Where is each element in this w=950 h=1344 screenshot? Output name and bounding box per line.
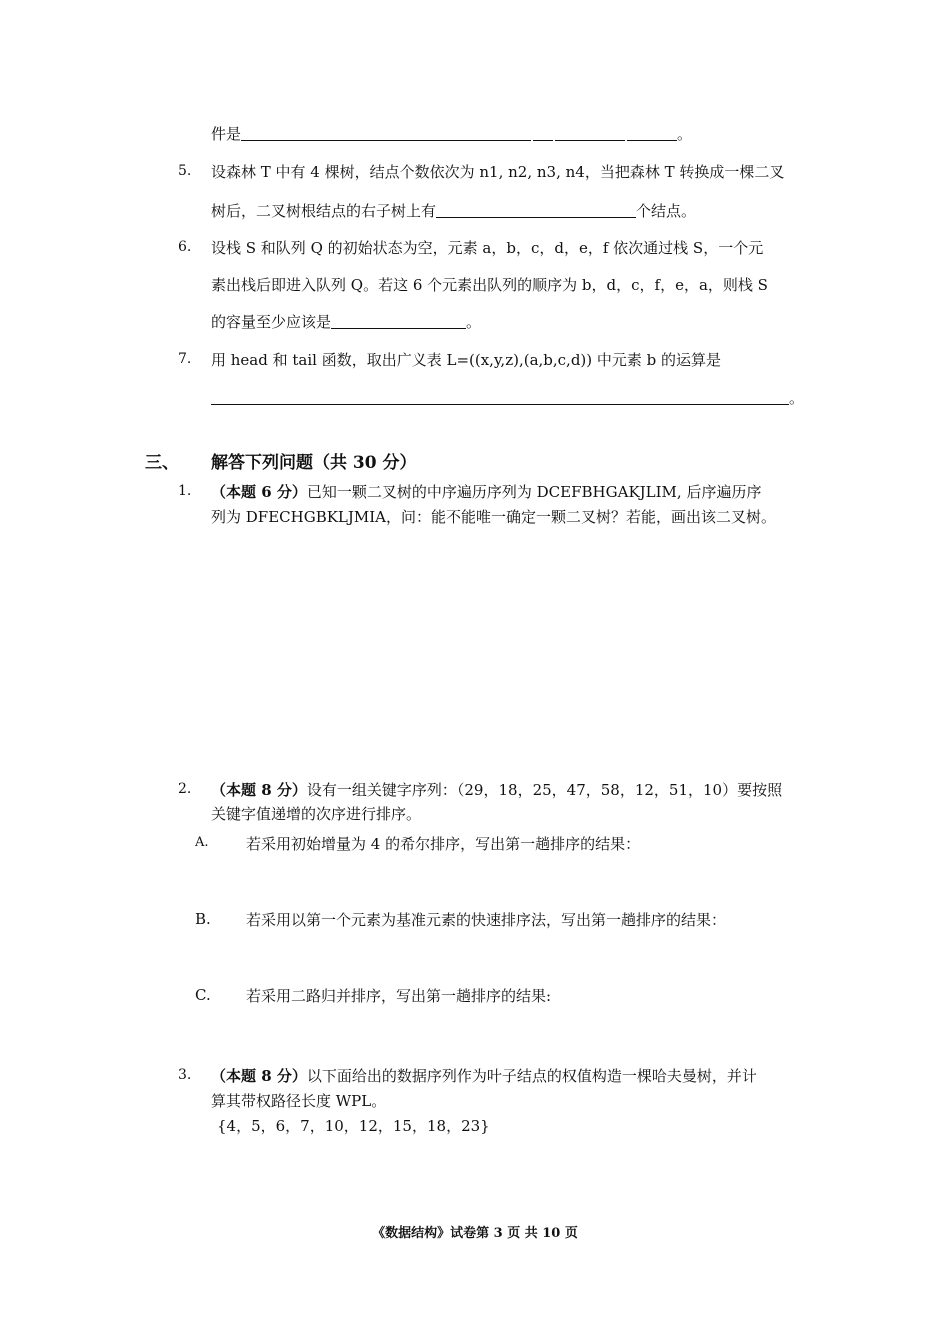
sub-question-a: 若采用初始增量为 4 的希尔排序，写出第一趟排序的结果： — [246, 835, 641, 853]
section-title: 解答下列问题（共 30 分） — [211, 453, 417, 473]
q3-line2: 算其带权路径长度 WPL。 — [211, 1092, 387, 1110]
page-footer: 《数据结构》试卷第 3 页 共 10 页 — [372, 1226, 578, 1241]
question-number: 3. — [178, 1067, 192, 1083]
question-number: 2. — [178, 781, 192, 797]
q4-continuation: 件是 。 — [211, 125, 693, 143]
question-number: 5. — [178, 163, 192, 179]
answer-blank[interactable] — [627, 125, 677, 141]
q7-line1: 用 head 和 tail 函数，取出广义表 L=((x,y,z),(a,b,c,d)) 中元素 b 的运算是 — [211, 351, 722, 369]
section-number: 三、 — [145, 453, 179, 473]
q3-line1: （本题 8 分）以下面给出的数据序列作为叶子结点的权值构造一棵哈夫曼树，并计 — [211, 1067, 757, 1085]
q6-line1: 设栈 S 和队列 Q 的初始状态为空，元素 a，b，c，d，e，f 依次通过栈 S，一个元 — [211, 239, 764, 257]
answer-blank[interactable] — [211, 389, 789, 405]
q7-line2: 。 — [211, 387, 804, 408]
q3-data: {4，5，6，7，10，12，15，18，23} — [217, 1117, 490, 1135]
q5-line2: 树后，二叉树根结点的右子树上有 个结点。 — [211, 202, 697, 220]
question-number: 1. — [178, 483, 192, 499]
answer-blank[interactable] — [436, 202, 636, 218]
answer-blank[interactable] — [331, 313, 466, 329]
q5-line1: 设森林 T 中有 4 棵树，结点个数依次为 n1, n2, n3, n4，当把森林 T 转换成一棵二叉 — [211, 163, 785, 181]
answer-blank[interactable] — [533, 125, 553, 141]
answer-blank[interactable] — [241, 125, 531, 141]
q1-line1: （本题 6 分）已知一颗二叉树的中序遍历序列为 DCEFBHGAKJLIM, 后序遍历序 — [211, 483, 762, 501]
q1-line2: 列为 DFECHGBKLJMIA，问：能不能唯一确定一颗二叉树？若能，画出该二叉树。 — [211, 508, 777, 526]
sub-question-c: 若采用二路归并排序，写出第一趟排序的结果: — [246, 987, 552, 1005]
q2-line2: 关键字值递增的次序进行排序。 — [211, 805, 422, 823]
sub-label-c: C. — [195, 986, 211, 1004]
answer-blank[interactable] — [555, 125, 625, 141]
q2-line1: （本题 8 分）设有一组关键字序列：（29，18，25，47，58，12，51，10）要按照 — [211, 781, 783, 799]
q6-line2: 素出栈后即进入队列 Q。若这 6 个元素出队列的顺序为 b，d，c，f，e，a，则栈 S — [211, 276, 768, 294]
sub-label-a: A. — [195, 835, 209, 850]
question-number: 6. — [178, 239, 192, 255]
sub-label-b: B. — [195, 910, 211, 928]
question-number: 7. — [178, 351, 192, 367]
q6-line3: 的容量至少应该是 。 — [211, 313, 482, 331]
sub-question-b: 若采用以第一个元素为基准元素的快速排序法，写出第一趟排序的结果： — [246, 911, 727, 929]
